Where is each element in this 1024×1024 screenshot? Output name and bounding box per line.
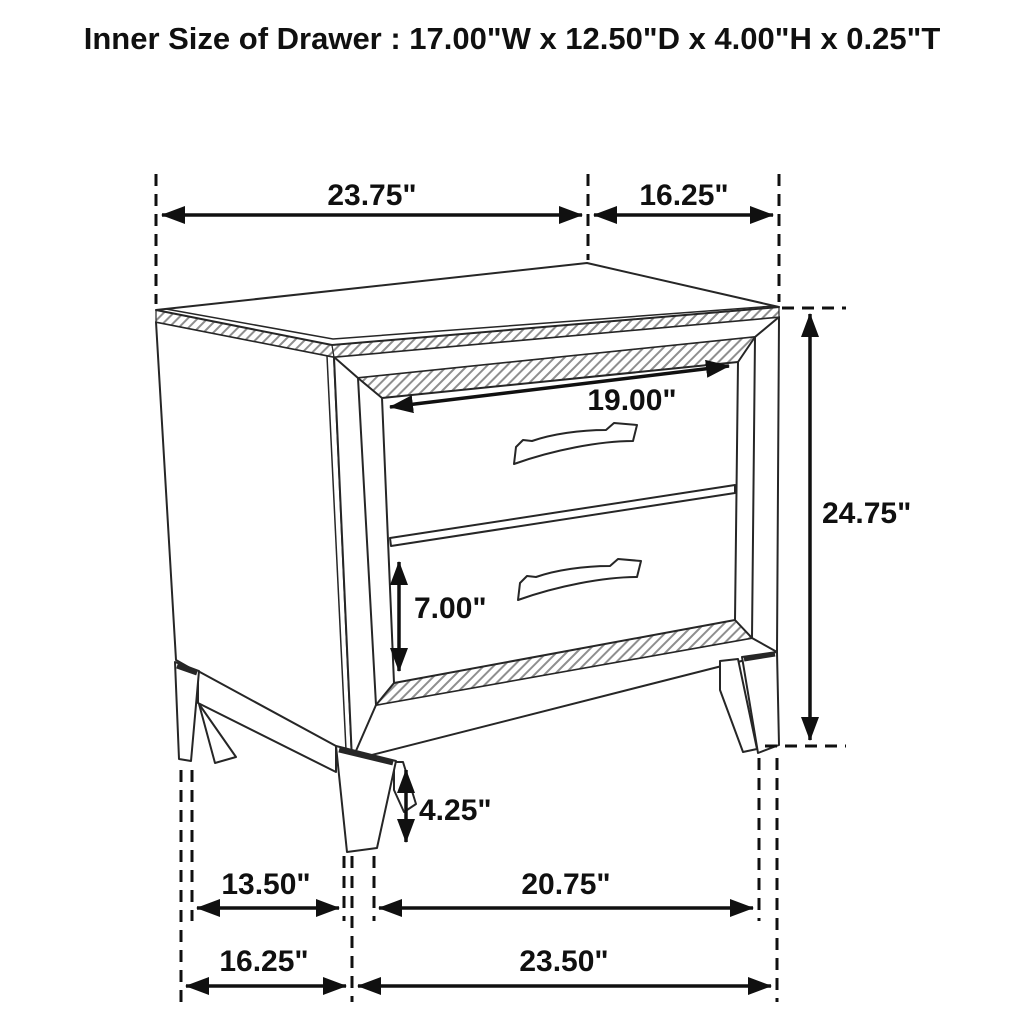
dimension-label: 13.50": [221, 868, 311, 901]
dimension-label: 16.25": [219, 945, 309, 978]
dimension-label: 19.00": [587, 384, 677, 417]
dimension-label: 4.25": [419, 794, 492, 827]
dimension-label: 23.50": [519, 945, 609, 978]
dimension-label: 20.75": [521, 868, 611, 901]
dimension-label: 23.75": [327, 179, 417, 212]
dimension-label: 24.75": [822, 497, 912, 530]
page-title: Inner Size of Drawer : 17.00"W x 12.50"D x 4.00"H x 0.25"T: [83, 21, 941, 56]
dimension-label: 7.00": [414, 592, 487, 625]
dimension-label: 16.25": [639, 179, 729, 212]
